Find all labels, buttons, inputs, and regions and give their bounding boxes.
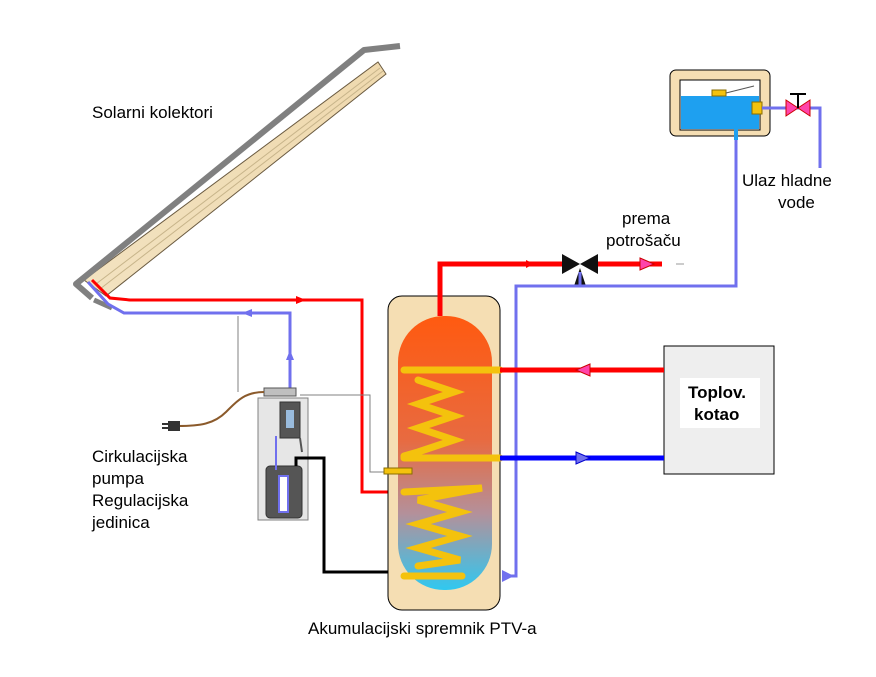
cold-inlet-label-line1: Ulaz hladne [742,171,832,190]
flow-arrow [242,309,252,317]
solar-collector [76,46,400,308]
boiler-label-line2: kotao [694,405,740,424]
pump-label-line2: pumpa [92,469,144,488]
controller-display [279,476,288,512]
cold-water-float-tank [670,70,770,140]
consumer-label-line2: potrošaču [606,231,681,250]
collectors-label: Solarni kolektori [92,103,213,122]
power-plug [168,421,180,431]
flow-arrow [526,260,534,268]
flow-arrow [640,258,654,270]
pump-top [264,388,296,396]
flow-arrow [576,364,590,376]
consumer-label-line1: prema [622,209,671,228]
control-label-line1: Regulacijska [92,491,189,510]
cold-water-supply-pipe [762,108,820,168]
storage-tank [384,296,500,610]
pump-label-line1: Cirkulacijska [92,447,188,466]
float [712,90,726,96]
flow-arrow [502,570,514,582]
tank-sensor [384,468,412,474]
sensor-cable [296,458,402,572]
power-cord [178,392,264,426]
control-label-line2: jedinica [92,513,150,532]
boiler-label-line1: Toplov. [688,383,746,402]
tank-label: Akumulacijski spremnik PTV-a [308,619,537,638]
flow-arrow [576,452,590,464]
collector-panel [84,62,386,296]
cold-inlet-label-line2: vode [778,193,815,212]
float-tank-water [681,96,759,129]
flow-arrow [296,296,306,304]
flow-arrow [286,350,294,360]
shutoff-valve [786,94,810,116]
